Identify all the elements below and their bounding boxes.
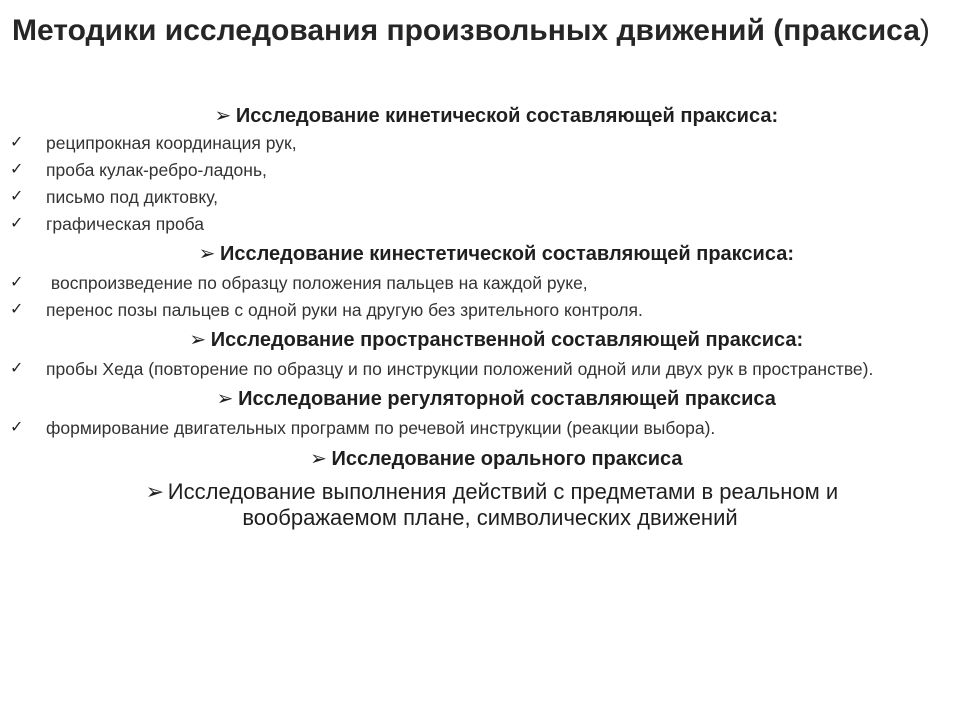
checkmark-icon: ✓	[10, 161, 24, 178]
slide-title-close-paren: )	[919, 14, 930, 47]
checkmark-icon: ✓	[10, 274, 24, 291]
checkmark-icon: ✓	[10, 215, 24, 232]
list-item	[0, 417, 960, 439]
arrow-bullet-icon: ➢	[189, 329, 207, 351]
arrow-bullet-icon: ➢	[198, 243, 216, 265]
section-heading-regulatory	[0, 385, 960, 413]
slide-title	[12, 10, 942, 52]
list-item-text: проба кулак-ребро-ладонь,	[46, 160, 267, 180]
arrow-bullet-icon: ➢	[216, 388, 234, 410]
list-item	[0, 186, 960, 208]
list-item-text: реципрокная координация рук,	[46, 133, 297, 153]
list-item	[0, 159, 960, 181]
checkmark-icon: ✓	[10, 188, 24, 205]
section-heading-object-actions	[0, 479, 960, 531]
section-heading-text: Исследование пространственной составляющей праксиса:	[210, 329, 804, 351]
section-heading-text: Исследование кинетической составляющей праксиса:	[235, 105, 779, 127]
section-heading-oral	[0, 445, 960, 473]
list-item-text: письмо под диктовку,	[46, 187, 219, 207]
arrow-bullet-icon: ➢	[310, 448, 327, 470]
section-heading-kinetic	[0, 102, 960, 130]
section-heading-text: Исследование кинестетической составляющей праксиса:	[219, 243, 794, 265]
section-heading-spatial	[0, 326, 960, 354]
list-item-text: воспроизведение по образцу положения пальцев на каждой руке,	[46, 273, 588, 293]
section-heading-text: Исследование регуляторной составляющей праксиса	[238, 388, 776, 410]
checkmark-icon: ✓	[10, 360, 24, 377]
section-heading-text: Исследование выполнения действий с предметами в реальном и воображаемом плане, символических движений	[167, 479, 839, 530]
list-item	[0, 299, 960, 321]
slide-title-text: Методики исследования произвольных движений (праксиса	[12, 14, 920, 47]
list-item-text: перенос позы пальцев с одной руки на другую без зрительного контроля.	[46, 300, 643, 320]
slide-content	[0, 102, 960, 531]
section-heading-kinesthetic	[0, 240, 960, 268]
section-heading-text: Исследование орального праксиса	[331, 448, 683, 470]
list-item	[0, 132, 960, 154]
list-item	[0, 213, 960, 235]
checkmark-icon: ✓	[10, 134, 24, 151]
list-item	[0, 272, 960, 294]
list-item-text: пробы Хеда (повторение по образцу и по инструкции положений одной или двух рук в пространстве).	[46, 359, 874, 379]
checkmark-icon: ✓	[10, 301, 24, 318]
list-item-text: формирование двигательных программ по речевой инструкции (реакции выбора).	[46, 418, 716, 438]
list-item	[0, 358, 960, 380]
arrow-bullet-icon: ➢	[145, 479, 165, 504]
checkmark-icon: ✓	[10, 419, 24, 436]
arrow-bullet-icon: ➢	[214, 105, 232, 127]
list-item-text: графическая проба	[46, 214, 205, 234]
